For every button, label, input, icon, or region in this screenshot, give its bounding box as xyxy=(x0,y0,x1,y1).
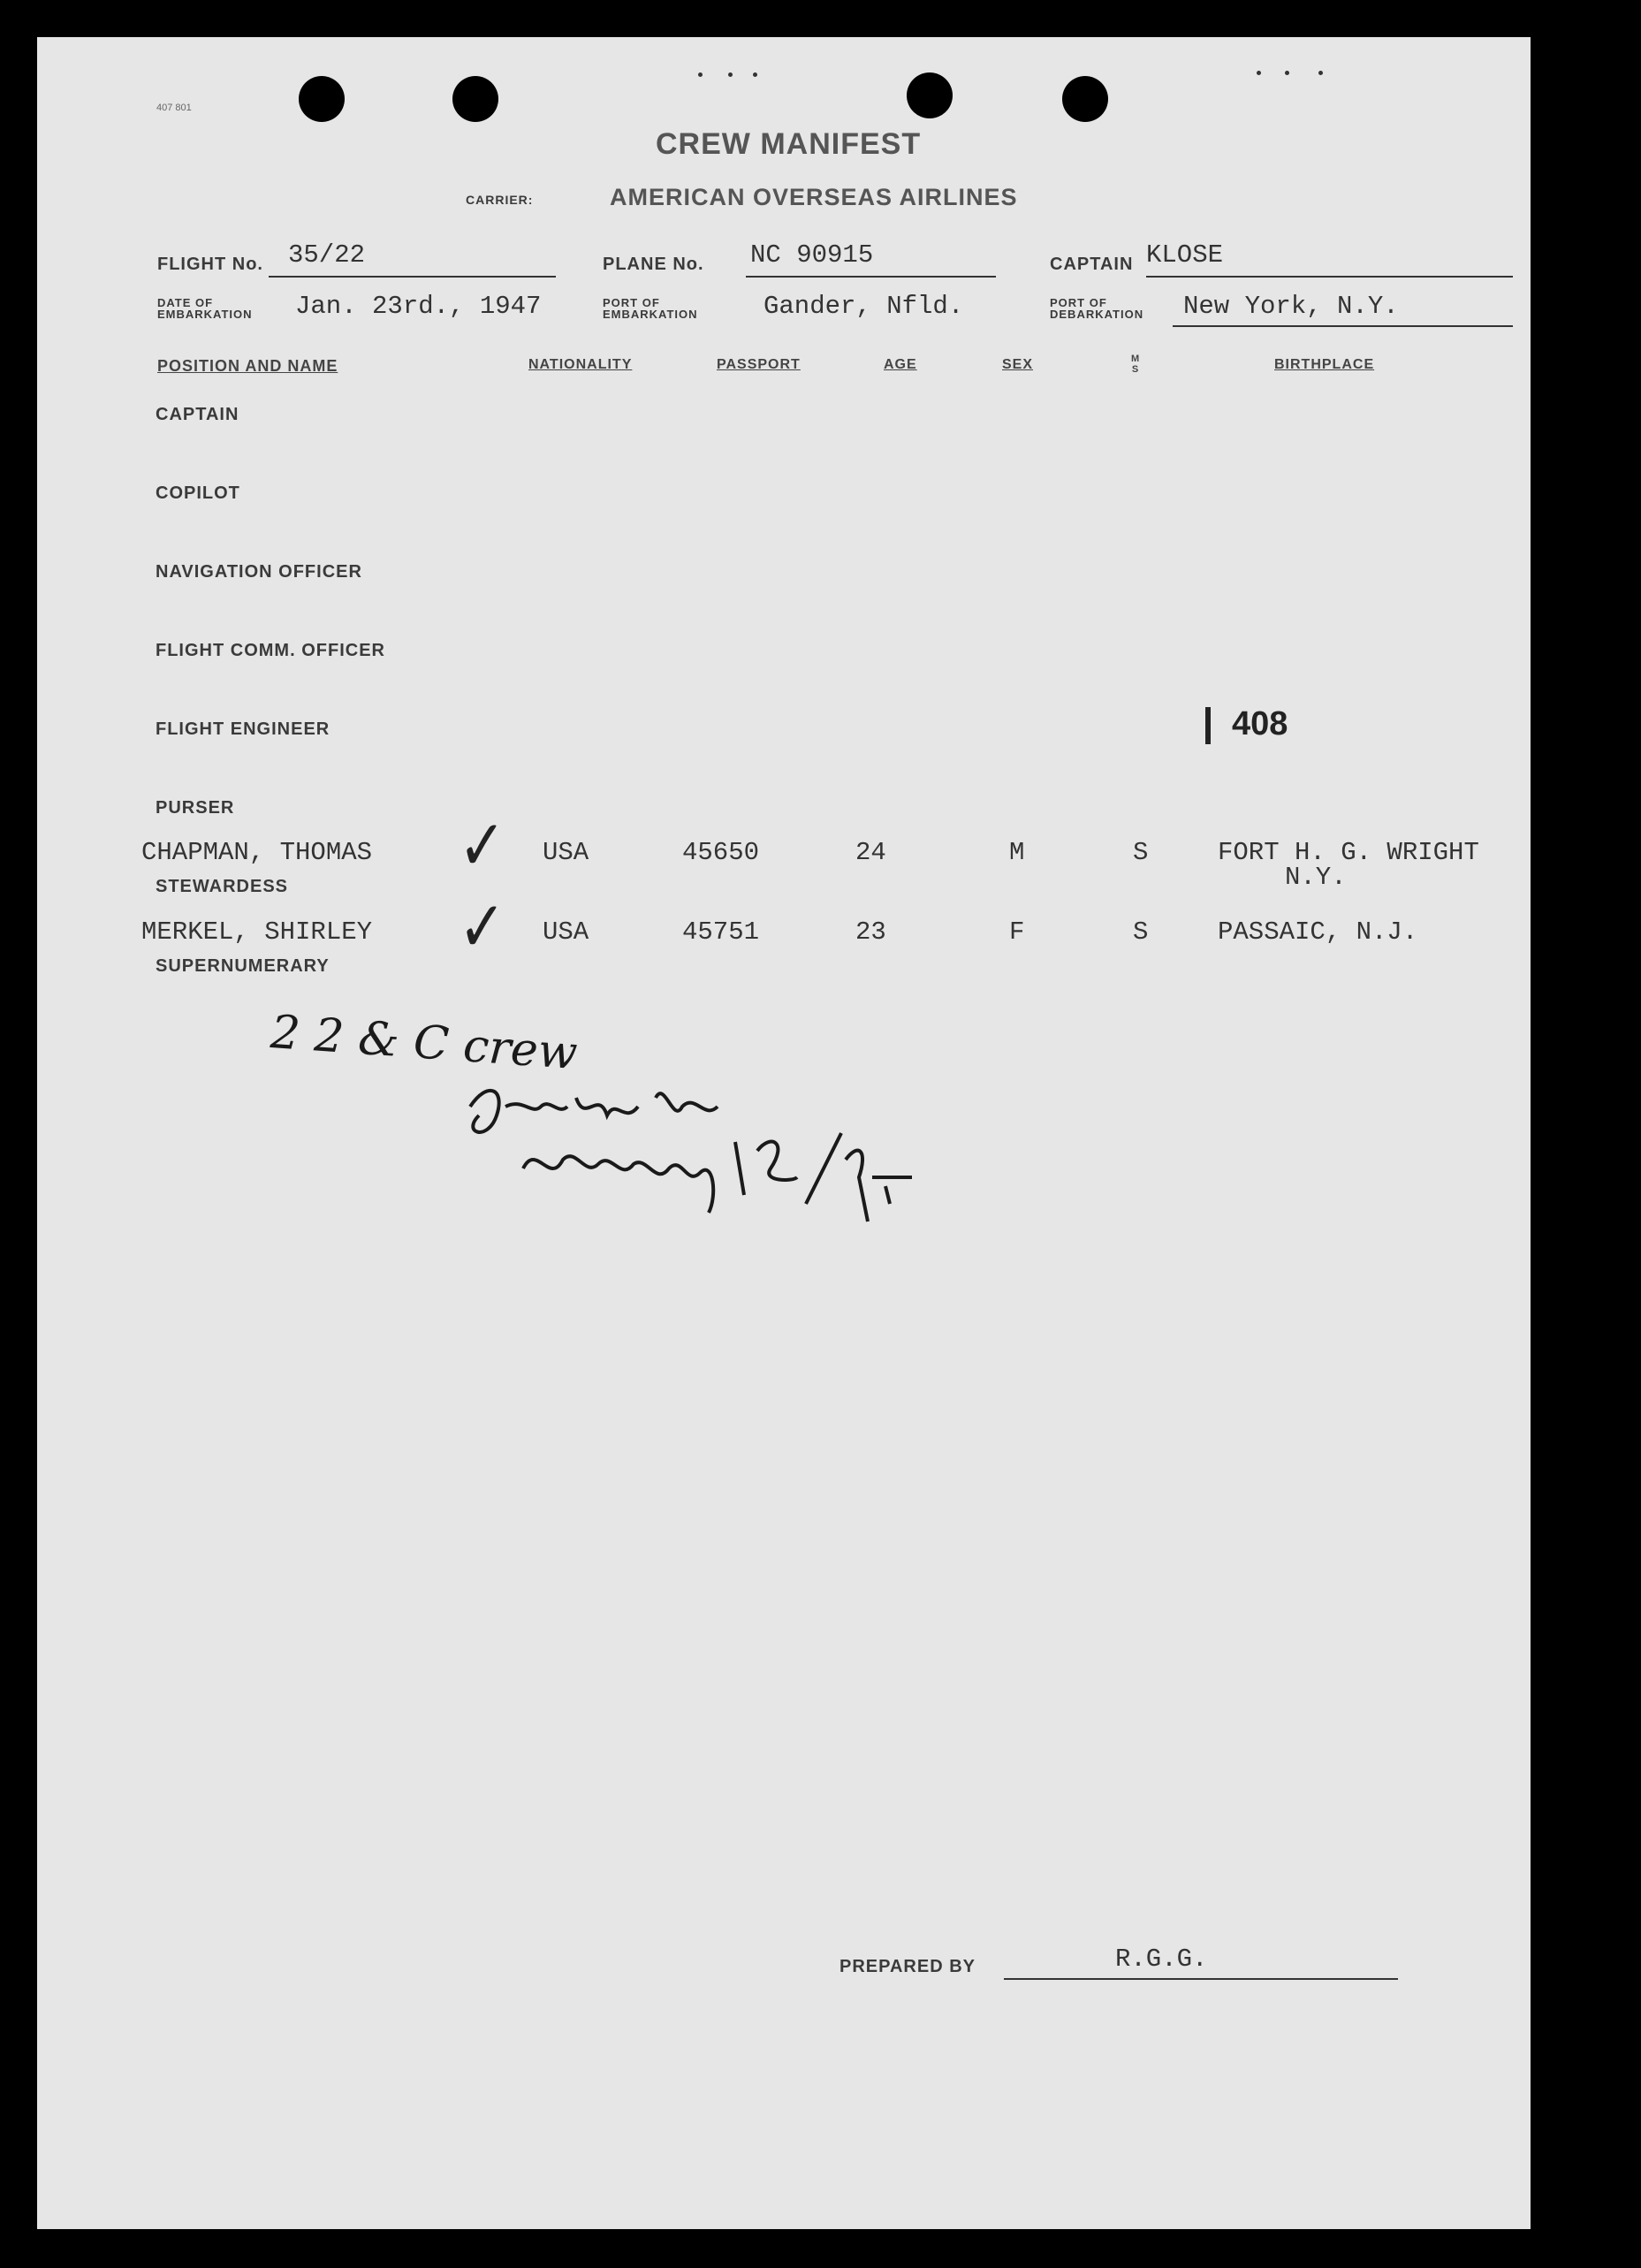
date-embark-label-1: DATE OF xyxy=(157,296,214,309)
crew-1-nationality: USA xyxy=(543,838,589,867)
stamp-number-text: 408 xyxy=(1232,705,1288,742)
punch-hole xyxy=(907,72,953,118)
position-captain: CAPTAIN xyxy=(156,405,239,424)
crew-1-check: ✓ xyxy=(458,804,506,887)
port-debark-label-2: DEBARKATION xyxy=(1050,308,1144,321)
punch-hole xyxy=(452,76,498,122)
signature-stroke xyxy=(523,1133,912,1222)
col-marital-top: M xyxy=(1131,354,1140,364)
speck xyxy=(1257,71,1261,75)
crew-1-age: 24 xyxy=(855,838,886,867)
crew-1-sex: M xyxy=(1009,838,1025,867)
speck xyxy=(1318,71,1323,75)
bracket-mark xyxy=(1205,707,1211,744)
prepared-by-label: PREPARED BY xyxy=(839,1957,976,1976)
handwritten-note: 2 2 & C crew xyxy=(269,1005,580,1081)
crew-2-name: MERKEL, SHIRLEY xyxy=(141,917,373,947)
col-passport: PASSPORT xyxy=(717,357,801,372)
crew-2-birthplace-1: PASSAIC, N.J. xyxy=(1218,917,1418,947)
position-stewardess: STEWARDESS xyxy=(156,877,289,896)
port-debark-label-1: PORT OF xyxy=(1050,296,1107,309)
plane-no-text: NC 90915 xyxy=(750,240,874,270)
date-embark-value: Jan. 23rd., 1947 xyxy=(295,292,542,321)
stamp-number xyxy=(1205,705,1288,744)
prepared-by-value xyxy=(1004,1945,1398,1980)
signature-stroke xyxy=(470,1091,718,1132)
port-debark-label xyxy=(1050,297,1143,320)
flight-no-text: 35/22 xyxy=(288,240,366,270)
crew-2-check: ✓ xyxy=(458,886,506,968)
flight-no-label: FLIGHT No. xyxy=(157,255,263,274)
col-birthplace: BIRTHPLACE xyxy=(1274,357,1375,372)
date-embark-label xyxy=(157,297,253,320)
punch-hole xyxy=(299,76,345,122)
port-debark-text: New York, N.Y. xyxy=(1183,292,1399,321)
inspector-signature xyxy=(452,1071,947,1248)
captain-text: KLOSE xyxy=(1146,240,1224,270)
col-marital xyxy=(1131,354,1139,375)
position-navigation-officer: NAVIGATION OFFICER xyxy=(156,562,362,582)
position-copilot: COPILOT xyxy=(156,483,240,503)
port-embark-label xyxy=(603,297,698,320)
captain-label: CAPTAIN xyxy=(1050,255,1134,274)
position-flight-comm-officer: FLIGHT COMM. OFFICER xyxy=(156,641,385,660)
captain-value xyxy=(1146,240,1513,278)
port-debark-value xyxy=(1173,292,1513,327)
crew-1-marital: S xyxy=(1133,838,1149,867)
port-embark-value: Gander, Nfld. xyxy=(764,292,964,321)
crew-2-sex: F xyxy=(1009,917,1025,947)
col-age: AGE xyxy=(884,357,917,372)
crew-1-name: CHAPMAN, THOMAS xyxy=(141,838,373,867)
col-sex: SEX xyxy=(1002,357,1034,372)
crew-1-birthplace-2: N.Y. xyxy=(1285,863,1347,892)
port-embark-label-1: PORT OF xyxy=(603,296,660,309)
crew-2-passport: 45751 xyxy=(682,917,760,947)
crew-2-marital: S xyxy=(1133,917,1149,947)
col-marital-bottom: S xyxy=(1131,364,1139,375)
carrier-value: AMERICAN OVERSEAS AIRLINES xyxy=(610,184,1018,210)
crew-1-passport: 45650 xyxy=(682,838,760,867)
manifest-page xyxy=(37,37,1531,2229)
position-supernumerary: SUPERNUMERARY xyxy=(156,956,330,976)
crew-1-birthplace-1: FORT H. G. WRIGHT xyxy=(1218,838,1479,867)
crew-2-age: 23 xyxy=(855,917,886,947)
carrier-label: CARRIER: xyxy=(466,193,534,207)
prepared-by-text: R.G.G. xyxy=(1115,1945,1208,1974)
speck xyxy=(698,72,703,77)
port-embark-label-2: EMBARKATION xyxy=(603,308,698,321)
punch-hole xyxy=(1062,76,1108,122)
speck xyxy=(753,72,757,77)
plane-no-value xyxy=(746,240,996,278)
speck xyxy=(728,72,733,77)
page-title: CREW MANIFEST xyxy=(656,127,922,161)
flight-no-value xyxy=(269,240,556,278)
form-number: 407 801 xyxy=(156,103,192,113)
col-nationality: NATIONALITY xyxy=(528,357,633,372)
position-purser: PURSER xyxy=(156,798,235,818)
position-flight-engineer: FLIGHT ENGINEER xyxy=(156,719,330,739)
date-embark-label-2: EMBARKATION xyxy=(157,308,253,321)
crew-2-nationality: USA xyxy=(543,917,589,947)
speck xyxy=(1285,71,1289,75)
plane-no-label: PLANE No. xyxy=(603,255,704,274)
col-position-and-name: POSITION AND NAME xyxy=(157,357,338,375)
